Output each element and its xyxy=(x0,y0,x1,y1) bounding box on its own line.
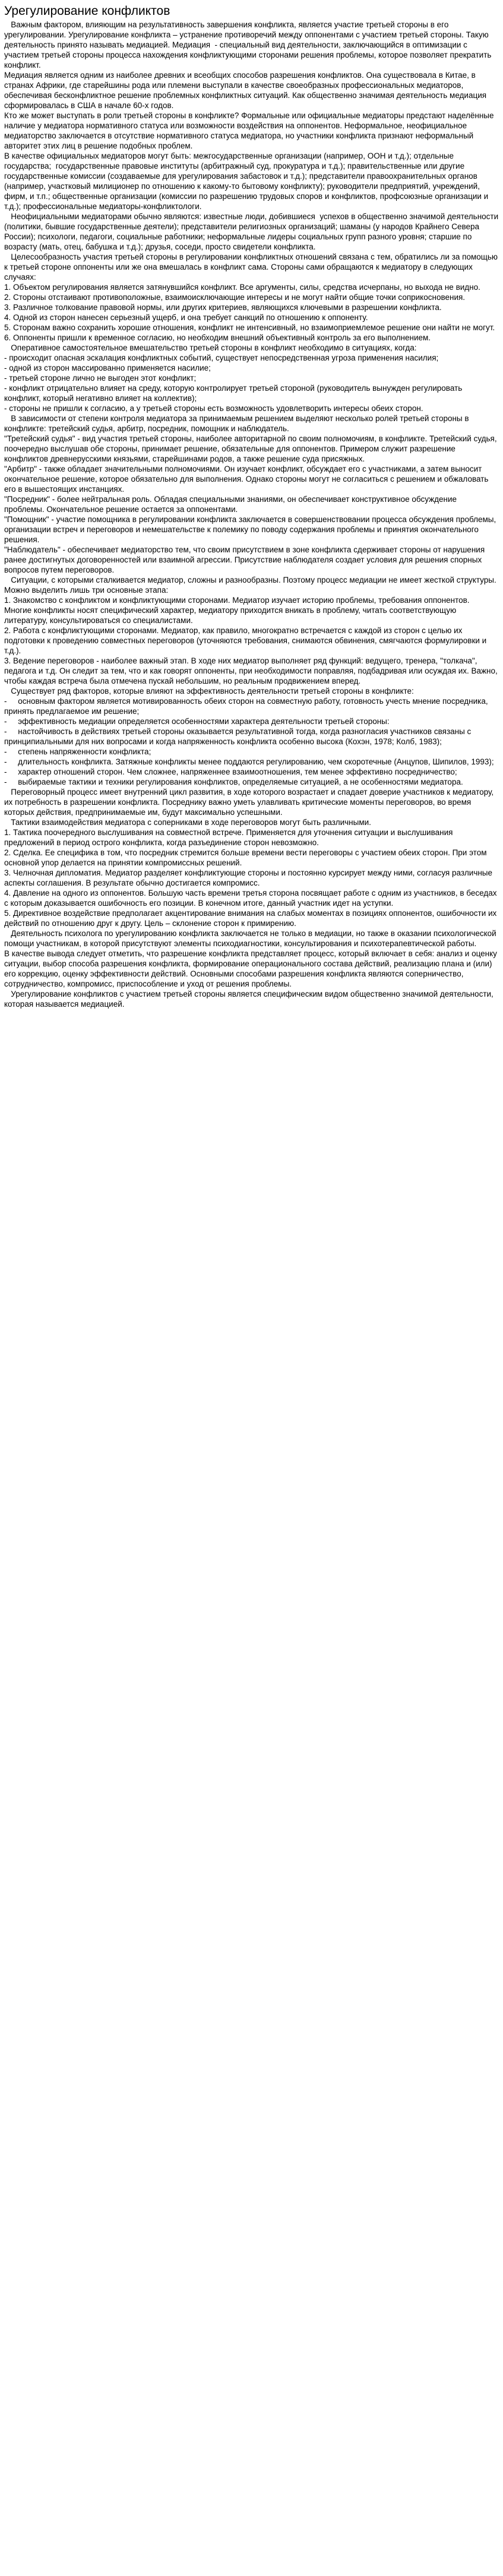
paragraph: - выбираемые тактики и техники регулирования конфликтов, определяемые ситуацией, а не особенностями медиатора. xyxy=(4,777,463,787)
paragraph: "Арбитр" - также обладает значительными полномочиями. Он изучает конфликт, обсуждает его с участниками, а затем выносит окончательное решение, которое обязательно для выполнения. Однако стороны могут не согласиться с решением и обжаловать его в вышестоящих инстанциях. xyxy=(4,464,491,494)
paragraph: Кто же может выступать в роли третьей стороны в конфликте? Формальные или официальные медиаторы предстают наделённые наличие у медиатора нормативного статуса или возможности воздействия на оппонентов. Неформальное, неофициальное медиаторство заключается в отсутствие нормативного статуса медиатора, но участники конфликта признают неформальный авторитет этих лиц в решение подобных проблем. xyxy=(4,111,496,151)
paragraph: 2. Стороны отстаивают противоположные, взаимоисключающие интересы и не могут найти общие точки соприкосновения. xyxy=(4,293,466,302)
article-body xyxy=(4,20,499,1009)
paragraph: - одной из сторон массированно применяется насилие; xyxy=(4,364,211,373)
paragraph: Оперативное самостоятельное вмешательство третьей стороны в конфликт необходимо в ситуациях, когда: xyxy=(4,343,417,353)
paragraph: - эффективность медиации определяется особенностями характера деятельности третьей стороны: xyxy=(4,717,390,726)
paragraph: 5. Сторонам важно сохранить хорошие отношения, конфликт не интенсивный, но взаимоприемлемое решение они найти не могут. xyxy=(4,323,495,333)
paragraph: Существует ряд факторов, которые влияют на эффективность деятельности третьей стороны в конфликте: xyxy=(4,687,414,696)
paragraph: 6. Оппоненты пришли к временное согласию, но необходим внешний объективный контроль за его выполнением. xyxy=(4,333,431,343)
paragraph: Медиация является одним из наиболее древних и всеобщих способов разрешения конфликтов. Она существовала в Китае, в странах Африки, где старейшины рода или племени выступали в качестве своеобразных профессиональных медиаторов, обеспечивая бесконфликтное решение проблемных конфликтных ситуаций. Как общественно значимая деятельность медиация сформировалась в США в начале 60-х годов. xyxy=(4,71,489,110)
paragraph: Деятельность психолога по урегулированию конфликта заключается не только в медиации, но также в оказании психологической помощи участникам, в которой присутствуют элементы психодиагностики, консультирования и психотерапевтической работы. xyxy=(4,929,499,949)
paragraph: Неофициальными медиаторами обычно являются: известные люди, добившиеся успехов в общественно значимой деятельности (политики, бывшие государственные деятели); представители религиозных организаций; шаманы (у народов Крайнего Севера России); психологи, педагоги, социальные работники; неформальные лидеры социальных групп разного уровня; старшие по возрасту (мать, отец, бабушка и т.д.); друзья, соседи, просто свидетели конфликта. xyxy=(4,212,501,252)
paragraph: Тактики взаимодействия медиатора с соперниками в ходе переговоров могут быть различными. xyxy=(4,818,371,827)
paragraph: 5. Директивное воздействие предполагает акцентирование внимания на слабых моментах в позициях оппонентов, ошибочности их действий по отношению друг к другу. Цель – склонение сторон к примирению. xyxy=(4,909,499,928)
paragraph: 2. Сделка. Ее специфика в том, что посредник стремится больше времени вести переговоры с участием обеих сторон. При этом основной упор делается на принятии компромиссных решений. xyxy=(4,848,489,868)
paragraph: "Посредник" - более нейтральная роль. Обладая специальными знаниями, он обеспечивает конструктивное обсуждение проблемы. Окончательное решение остается за оппонентами. xyxy=(4,495,459,514)
paragraph: - основным фактором является мотивированность обеих сторон на совместную работу, готовность учесть мнение посредника, принять предлагаемое им решение; xyxy=(4,697,491,716)
paragraph: Ситуации, с которыми сталкивается медиатор, сложны и разнообразны. Поэтому процесс медиации не имеет жесткой структуры. Можно выделить лишь три основные этапа: xyxy=(4,576,499,595)
paragraph: - степень напряженности конфликта; xyxy=(4,747,151,757)
paragraph: - третьей стороне лично не выгоден этот конфликт; xyxy=(4,374,197,383)
paragraph: - конфликт отрицательно влияет на среду, которую контролирует третьей стороной (руководитель вынужден регулировать конфликт, который негативно влияет на коллектив); xyxy=(4,384,465,403)
paragraph: Целесообразность участия третьей стороны в регулировании конфликтных отношений связана с тем, обратились ли за помощью к третьей стороне оппоненты или же она вмешалась в конфликт сама. Стороны сами обращаются к медиатору в следующих случаях: xyxy=(4,252,500,282)
paragraph: - характер отношений сторон. Чем сложнее, напряженнее взаимоотношения, тем менее эффективно посредничество; xyxy=(4,767,457,777)
article xyxy=(0,0,503,1009)
paragraph: Урегулирование конфликтов с участием третьей стороны является специфическим видом общественно значимой деятельности, которая называется медиацией. xyxy=(4,990,496,1009)
paragraph: 1. Объектом регулирования является затянувшийся конфликт. Все аргументы, силы, средства исчерпаны, но выхода не видно. xyxy=(4,283,480,292)
paragraph: "Помощник" - участие помощника в регулировании конфликта заключается в совершенствовании процесса обсуждения проблемы, организации встреч и переговоров и немешательстве к полемику по поводу содержания проблемы и принятия окончательного решения. xyxy=(4,515,499,545)
paragraph: 3. Различное толкование правовой нормы, или других критериев, являющихся ключевыми в разрешении конфликта. xyxy=(4,303,442,312)
paragraph: 3. Челночная дипломатия. Медиатор разделяет конфликтующие стороны и постоянно курсирует между ними, согласуя различные аспекты соглашения. В результате обычно достигается компромисс. xyxy=(4,868,495,888)
paragraph: В качестве вывода следует отметить, что разрешение конфликта представляет процесс, который включает в себя: анализ и оценку ситуации, выбор способа разрешения конфликта, формирование операционального состава действий, реализацию плана и (или) его коррекцию, оценку эффективности действий. Основными способами разрешения конфликта являются соперничество, сотрудничество, компромисс, приспособление и уход от решения проблемы. xyxy=(4,949,499,989)
paragraph: - стороны не пришли к согласию, а у третьей стороны есть возможность удовлетворить интересы обеих сторон. xyxy=(4,404,423,413)
paragraph: "Третейский судья" - вид участия третьей стороны, наиболее авторитарной по своим полномочиям, в конфликте. Третейский судья, поочередно выслушав обе стороны, принимает решение, обязательные для оппонентов. Примером служит разрешение конфликтов древнерусскими князьями, старейшинами родов, а также решение суда присяжных. xyxy=(4,434,499,464)
paragraph: 1. Знакомство с конфликтом и конфликтующими сторонами. Медиатор изучает историю проблемы, требования оппонентов. Многие конфликты носят специфический характер, медиатору приходится вникать в проблему, читать соответствующую литературу, консультироваться со специалистами. xyxy=(4,596,472,625)
paragraph: В качестве официальных медиаторов могут быть: межгосударственные организации (например, ООН и т.д.); отдельные государства; государственные правовые институты (арбитражный суд, прокуратура и т.д.); правительственные или другие государственные комиссии (создаваемые для урегулирования забастовок и т.д.); представители правоохранительных органов (например, участковый милиционер по отношению к какому-то бытовому конфликту); руководители предприятий, учреждений, фирм, и т.п.; общественные организации (комиссии по разрешению трудовых споров и конфликтов, профсоюзные организации и т.д.); профессиональные медиаторы-конфликтологи. xyxy=(4,151,491,211)
paragraph: В зависимости от степени контроля медиатора за принимаемым решением выделяют несколько ролей третьей стороны в конфликте: третейский судья, арбитр, посредник, помощник и наблюдатель. xyxy=(4,414,472,434)
paragraph: 3. Ведение переговоров - наиболее важный этап. В ходе них медиатор выполняет ряд функций: ведущего, тренера, "толкача", педагога и т.д. Он следит за тем, что и как говорят оппоненты, при необходимости поправляя, подбадривая или осуждая их. Важно, чтобы каждая встреча была отмечена пускай небольшим, но реальным продвижением вперед. xyxy=(4,656,500,686)
paragraph: - длительность конфликта. Затяжные конфликты менее поддаются регулированию, чем скоротечные (Анцупов, Шипилов, 1993); xyxy=(4,757,494,767)
article-title: Урегулирование конфликтов xyxy=(4,4,170,18)
paragraph: 2. Работа с конфликтующими сторонами. Медиатор, как правило, многократно встречается с каждой из сторон с целью их подготовки к проведению совместных переговоров (уточняются требования, снимаются обвинения, смягчаются формулировки и т.д.). xyxy=(4,626,489,656)
paragraph: Переговорный процесс имеет внутренний цикл развития, в ходе которого возрастает и спадает доверие участников к медиатору, их потребность в разрешении конфликта. Посреднику важно уметь улавливать критические моменты переговоров, во время которых действия, предпринимаемые им, будут максимально успешными. xyxy=(4,788,496,817)
paragraph: - настойчивость в действиях третьей стороны оказывается результативной тогда, когда разногласия участников связаны с принципиальными для них вопросами и когда напряженность конфликта особенно высока (Кохэн, 1978; Колб, 1983); xyxy=(4,727,474,747)
paragraph: "Наблюдатель" - обеспечивает медиаторство тем, что своим присутствием в зоне конфликта сдерживает стороны от нарушения ранее достигнутых договоренностей или взаимной агрессии. Присутствие наблюдателя создает условия для решения спорных вопросов путем переговоров. xyxy=(4,545,487,575)
paragraph: 4. Давление на одного из оппонентов. Большую часть времени третья сторона посвящает работе с одним из участников, в беседах с которым доказывается ошибочность его позиции. В конечном итоге, данный участник идет на уступки. xyxy=(4,889,499,908)
paragraph: - происходит опасная эскалация конфликтных событий, существует непосредственная угроза применения насилия; xyxy=(4,353,439,363)
paragraph: Важным фактором, влияющим на результативность завершения конфликта, является участие третьей стороны в его урегулировании. Урегулирование конфликта – устранение противоречий между оппонентами с участием третьей стороны. Такую деятельность принято называть медиацией. Медиация - специальный вид деятельности, заключающийся в оптимизации с участием третьей стороны процесса нахождения конфликтующими сторонами решения проблемы, которое позволяет прекратить конфликт. xyxy=(4,20,494,70)
paragraph: 1. Тактика поочередного выслушивания на совместной встрече. Применяется для уточнения ситуации и выслушивания предложений в период острого конфликта, когда разъединение сторон невозможно. xyxy=(4,828,455,848)
paragraph: 4. Одной из сторон нанесен серьезный ущерб, и она требует санкций по отношению к оппоненту. xyxy=(4,313,368,323)
